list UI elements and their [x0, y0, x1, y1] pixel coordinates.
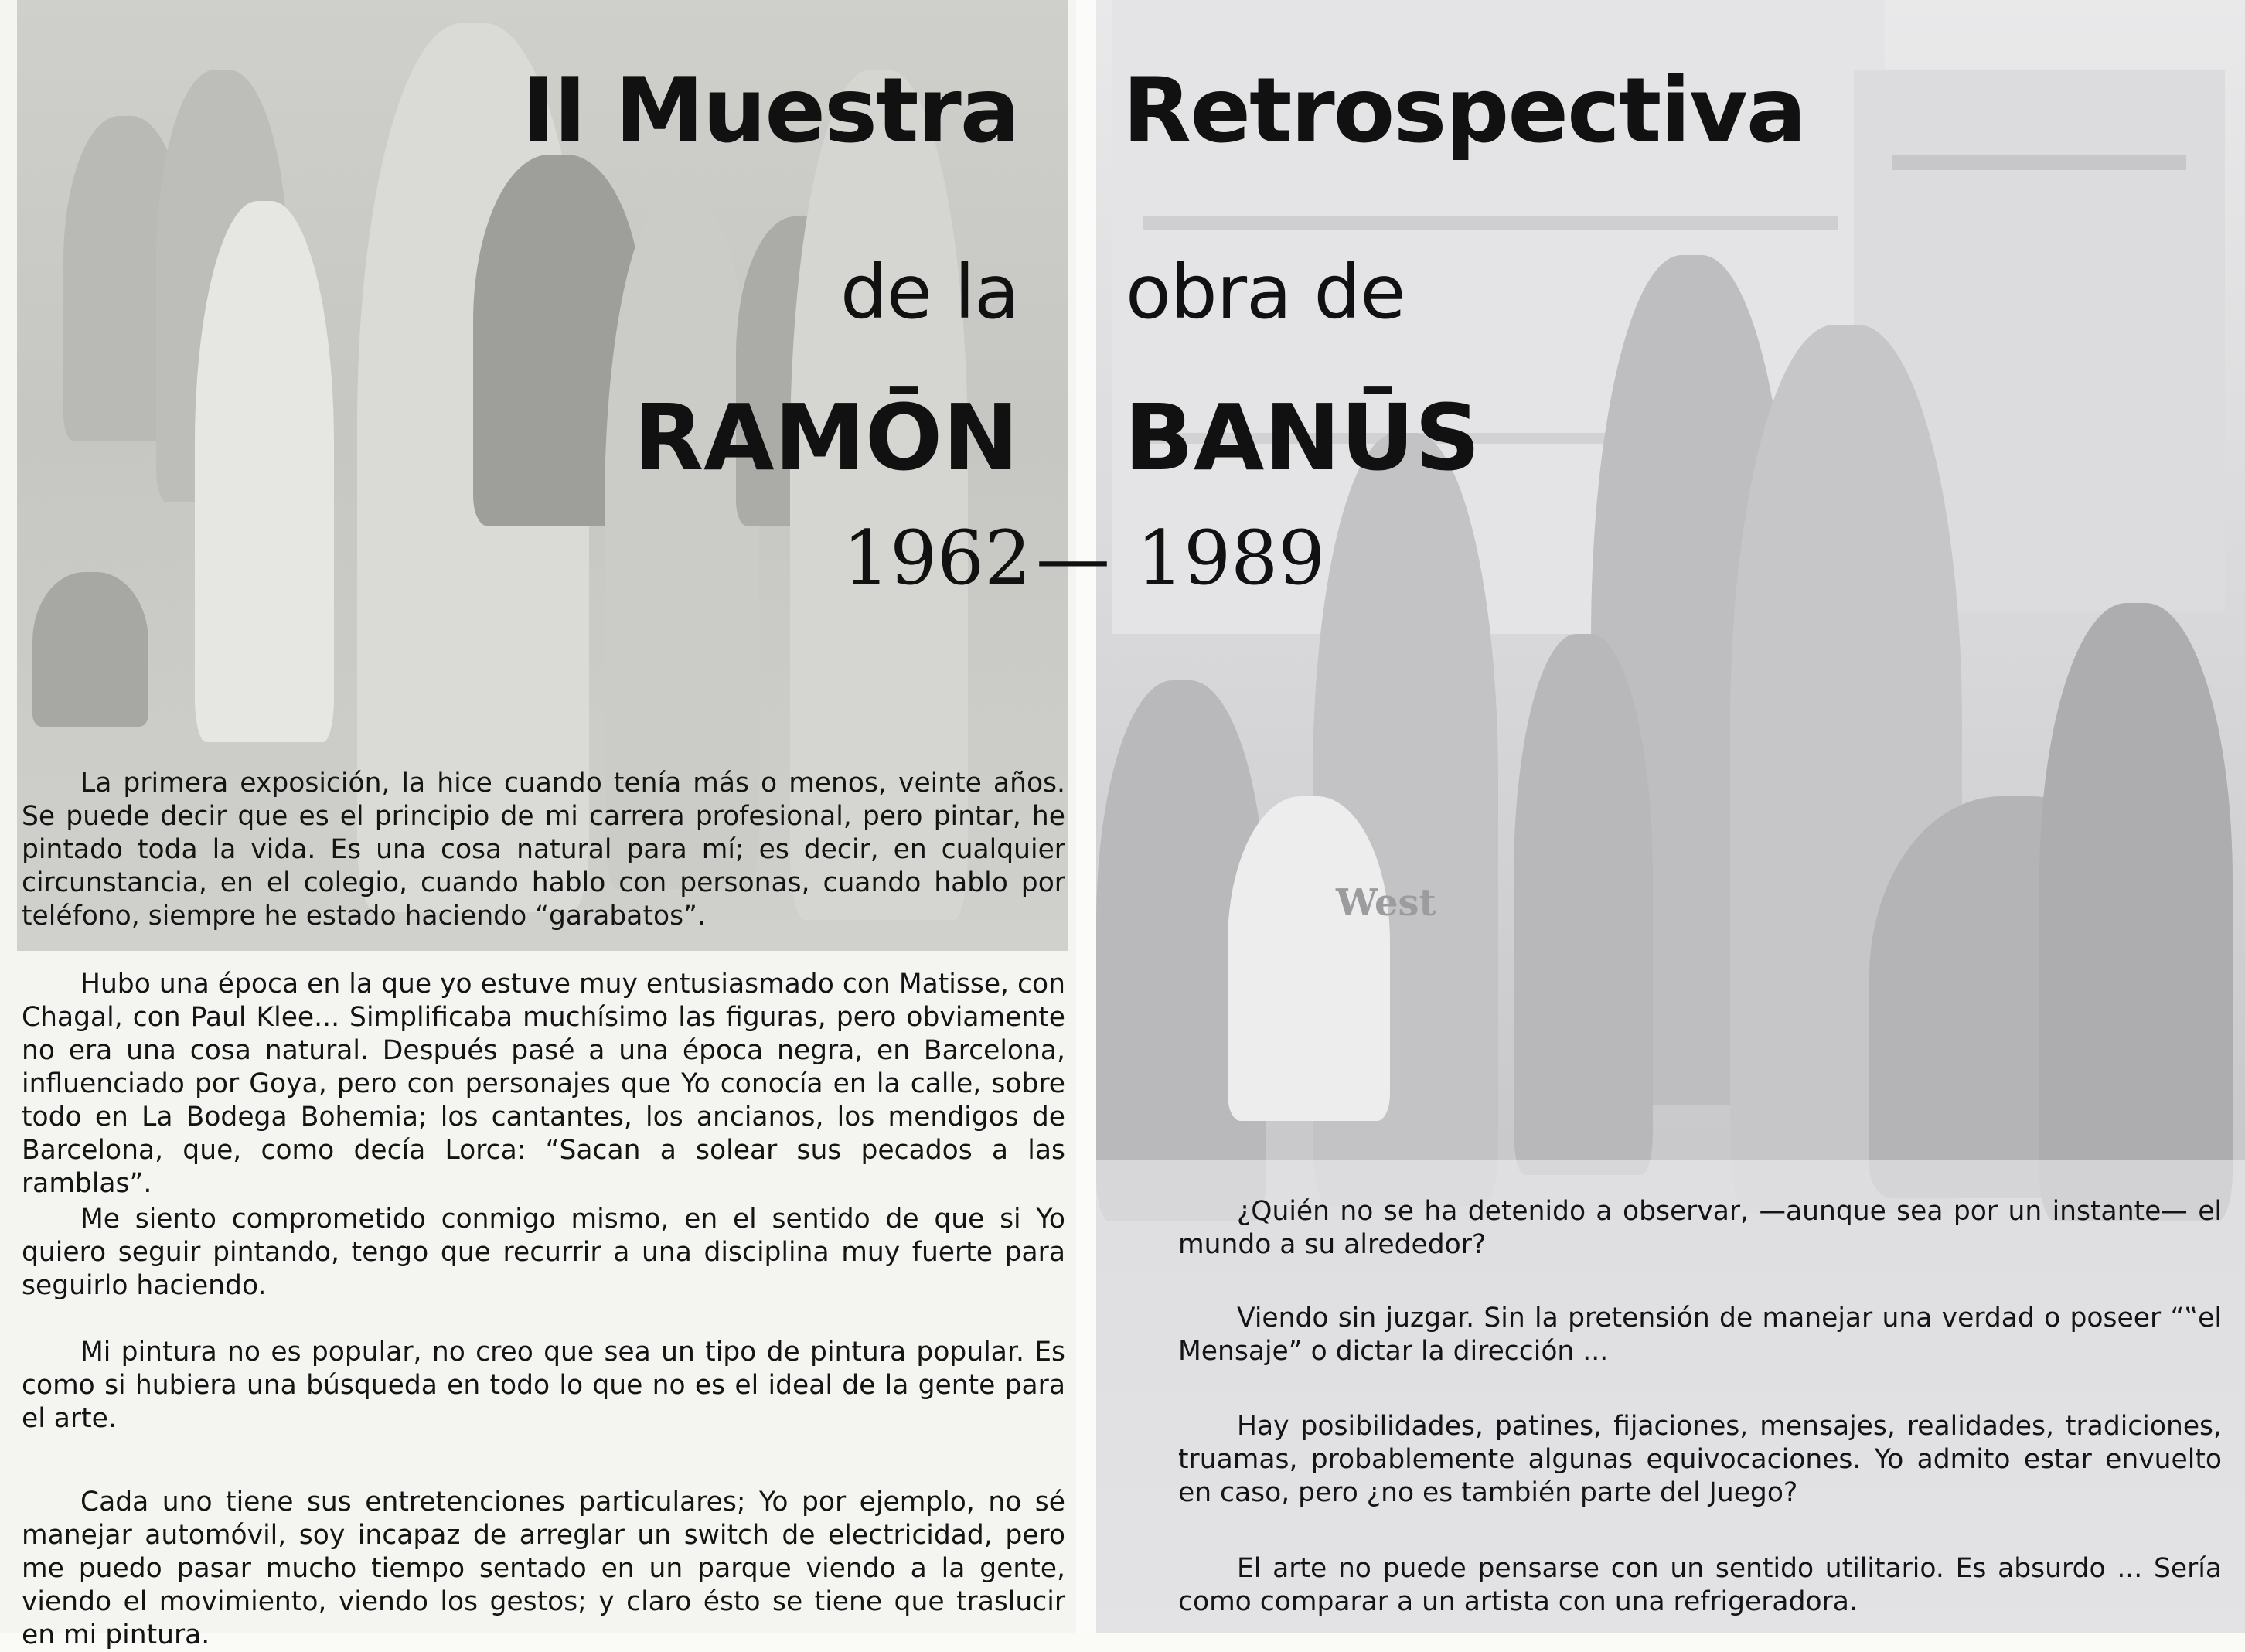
left-paragraph-2: Hubo una época en la que yo estuve muy entusiasmado con Matisse, con Chagal, con Paul Klee... Simplificaba muchísimo las figuras, pero obviamente no era una cosa natural. Después pasé a una época negra, en Barcelona, influenciado por Goya, pero con personajes que Yo conocía en la calle, sobre todo en La Bodega Bohemia; los cantantes, los ancianos, los mendigos de Barcelona, que, como decía Lorca: “Sacan a solear sus pecados a las ramblas”. — [22, 969, 1065, 1199]
artist-first-name: RAMŌN — [633, 384, 1019, 491]
left-paragraph-3: Me siento comprometido conmigo mismo, en el sentido de que si Yo quiero seguir pintando, tengo que recurrir a una disciplina muy fuerte para seguirlo haciendo. — [22, 1204, 1065, 1301]
crowd-photo-right — [1096, 0, 2245, 1633]
right-paragraph-2: Viendo sin juzgar. Sin la pretensión de manejar una verdad o poseer “‟el Mensaje” o dictar la dirección ... — [1178, 1303, 2222, 1367]
right-page — [1096, 0, 2245, 1633]
page-gutter — [1076, 0, 1096, 1633]
title-obra-de: obra de — [1126, 249, 1405, 336]
right-paragraph-3: Hay posibilidades, patines, fijaciones, mensajes, realidades, tradiciones, truamas, probablemente algunas equivocaciones. Yo admito estar envuelto en caso, pero ¿no es también parte del Juego? — [1178, 1411, 2222, 1508]
year-end: 1989 — [1136, 515, 1326, 601]
year-dash: — — [1036, 515, 1110, 601]
title-de-la: de la — [840, 249, 1019, 336]
left-paragraph-1: La primera exposición, la hice cuando tenía más o menos, veinte años. Se puede decir que es el principio de mi carrera profesional, pero pintar, he pintado toda la vida. Es una cosa natural para mí; es decir, en cualquier circunstancia, en el colegio, cuando hablo con personas, cuando hablo por teléfono, siempre he estado haciendo “garabatos”. — [22, 768, 1065, 932]
artist-last-name: BANŪS — [1124, 384, 1480, 491]
left-paragraph-5: Cada uno tiene sus entretenciones particulares; Yo por ejemplo, no sé manejar automóvil, soy incapaz de arreglar un switch de electricidad, pero me puedo pasar mucho tiempo sentado en un parque viendo a la gente, viendo el movimiento, viendo los gestos; y claro ésto se tiene que traslucir en mi pintura. — [22, 1487, 1065, 1650]
shirt-logo-text: West — [1336, 881, 1436, 925]
left-paragraph-4: Mi pintura no es popular, no creo que sea un tipo de pintura popular. Es como si hubiera una búsqueda en todo lo que no es el ideal de la gente para el arte. — [22, 1337, 1065, 1434]
title-retrospectiva: Retrospectiva — [1122, 59, 1805, 163]
right-paragraph-1: ¿Quién no se ha detenido a observar, —aunque sea por un instante— el mundo a su alrededor? — [1178, 1196, 2222, 1260]
right-paragraph-4: El arte no puede pensarse con un sentido utilitario. Es absurdo ... Sería como comparar a un artista con una refrigeradora. — [1178, 1553, 2222, 1617]
title-muestra: II Muestra — [521, 59, 1019, 163]
year-start: 1962 — [843, 515, 1032, 601]
